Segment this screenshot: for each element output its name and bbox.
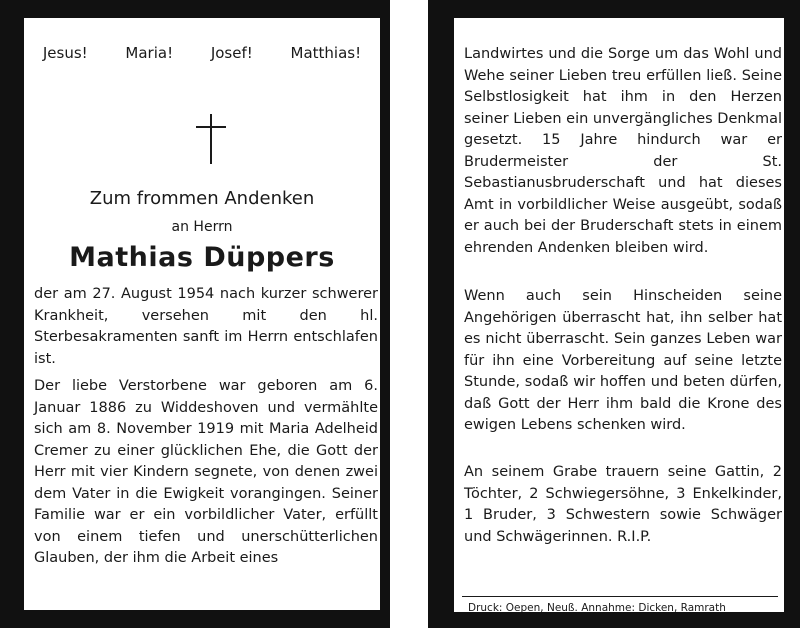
- invocation-names: [24, 44, 380, 62]
- invocation-maria: Maria!: [125, 44, 174, 62]
- left-card: [24, 18, 380, 610]
- right-card: [454, 18, 784, 612]
- faith-paragraph: Wenn auch sein Hinscheiden seine Angehörigen überrascht hat, ihn selber hat es nicht überrascht. Sein ganzes Leben war für ihn eine Vorbereitung auf seine letzte Stunde, sodaß wir hoffen und beten dürfen, daß Gott der Herr ihm bald die Krone des ewigen Lebens schenken wird.: [464, 288, 782, 433]
- memorial-heading: Zum frommen Andenken: [89, 188, 315, 209]
- mourners-paragraph: An seinem Grabe trauern seine Gattin, 2 Töchter, 2 Schwiegersöhne, 3 Enkelkinder, 1 Bruder, 3 Schwestern sowie Schwäger und Schwägerinnen. R.I.P.: [464, 464, 782, 545]
- memorial-subheading: an Herrn: [171, 219, 233, 235]
- cross-icon: [196, 114, 226, 164]
- invocation-jesus: Jesus!: [42, 44, 88, 62]
- life-paragraph: Landwirtes und die Sorge um das Wohl und Wehe seiner Lieben treu erfüllen ließ. Seine Selbstlosigkeit hat ihm in den Herzen seiner Lieben ein unvergängliches Denkmal gesetzt. 15 Jahre hindurch war er Brudermeister der St. Sebastianusbruderschaft und hat dieses Amt in vorbildlicher Weise ausgeübt, sodaß er auch bei der Bruderschaft stets in einem ehrenden Andenken bleiben wird.: [464, 46, 782, 256]
- biography-paragraph: Der liebe Verstorbene war geboren am 6. Januar 1886 zu Widdeshoven und vermählte sich am 8. November 1919 mit Maria Adelheid Cremer zu einer glücklichen Ehe, die Gott der Herr mit vier Kindern segnete, von denen zwei dem Vater in die Ewigkeit vorangingen. Seiner Familie war er ein vorbildlicher Vater, erfüllt von einem tiefen und unerschütterlichen Glauben, der ihm die Arbeit eines: [34, 378, 378, 566]
- invocation-matthias: Matthias!: [290, 44, 362, 62]
- footer-divider: [462, 596, 778, 597]
- printer-note: Druck: Oepen, Neuß. Annahme: Dicken, Ramrath: [468, 602, 726, 612]
- deceased-name: Mathias Düppers: [69, 242, 335, 273]
- page-gap: [390, 0, 428, 628]
- invocation-josef: Josef!: [210, 44, 253, 62]
- death-notice-paragraph: der am 27. August 1954 nach kurzer schwerer Krankheit, versehen mit den hl. Sterbesakramenten sanft im Herrn entschlafen ist.: [34, 286, 378, 367]
